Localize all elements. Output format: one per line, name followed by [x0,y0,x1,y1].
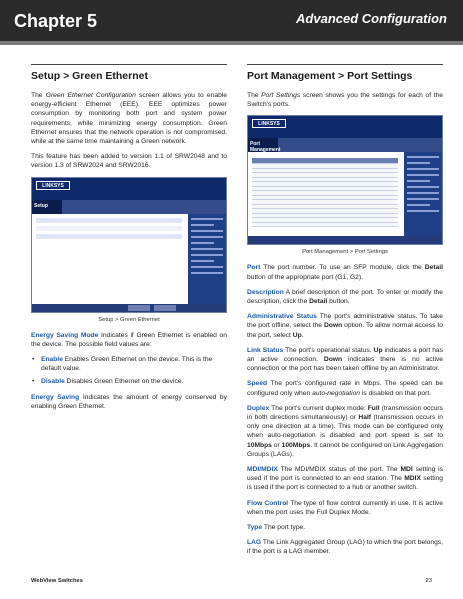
field-description: Description A brief description of the port. To enter or modify the description, click the Detail button. [247,288,443,306]
green-ethernet-caption: Setup > Green Ethernet [98,316,160,323]
page-number: 23 [425,578,432,584]
field-description: Flow Control The type of flow control currently in use. It is active when the port uses the Full Duplex Mode. [247,499,443,516]
port-settings-heading: Port Management > Port Settings [247,64,443,82]
energy-saving: Energy Saving Indicates the amount of energy conserved by enabling Green Ethernet. [31,393,227,410]
screenshot-side-label: Port Management [250,141,281,154]
header-rule [0,41,463,45]
footer-title: WebView Switches [31,578,83,584]
green-ethernet-screenshot [31,177,227,313]
field-description: Type The port type. [247,524,306,532]
linksys-logo: LINKSYS [36,181,70,190]
port-table [252,158,398,227]
list-item: • Enable Enables Green Ethernet on the device. This is the default value. [31,355,227,373]
help-panel [188,214,226,312]
green-ethernet-heading: Setup > Green Ethernet [31,64,227,82]
port-settings-screenshot [247,115,443,245]
screenshot-side-label: Setup [34,202,48,209]
port-field-descriptions [247,263,443,556]
port-settings-caption: Port Management > Port Settings [302,249,388,256]
section-title: Advanced Configuration [296,11,447,26]
field-description: Link Status The port's operational status. Up indicates a port has an active connection. Down indicates there is no active connection or the port has been taken offline by an Administrator. [247,346,444,373]
port-settings-intro: The Port Settings screen shows you the settings for each of the Switch's ports. [247,92,443,109]
field-description: Duplex The port's current duplex mode: Full (transmission occurs in both directions simultaneously) or Half (transmission occurs in only one direction at a time). This mode can be configured only when auto-negotiation is disabled and port speed is set to 10Mbps or 100Mbps. It cannot be configured on Link Aggregation Groups (LAGs). [247,404,443,458]
right-column [247,64,443,563]
energy-saving-mode: Energy Saving Mode Indicates if Green Ethernet is enabled on the device. The possible field values are: [31,331,227,348]
help-panel [404,152,442,244]
chapter-title: Chapter 5 [14,11,98,31]
energy-mode-values [31,355,227,387]
linksys-logo: LINKSYS [252,119,286,128]
field-description: Administrative Status The port's administrative status. To take the port offline, select the Down option. To allow normal access to the port, select Up. [247,313,444,339]
green-ethernet-intro: The Green Ethernet Configuration screen allows you to enable energy-efficient Ethernet (EEE). EEE optimizes power consumption by monitoring both port and system power requirements, while minimizing energy consumption. Green Ethernet ensures that the network operation is not compromised, while at the same time maintaining a Green network. [31,92,227,146]
field-description: LAG The Link Aggregated Group (LAG) to which the port belongs, if the port is a LAG member. [247,539,443,556]
version-note: This feature has been added to version 1.1 of SRW2048 and to version 1.3 of SRW2024 and SRW2016. [31,153,227,170]
chapter-header-bar [0,0,463,41]
field-description: MDI/MDIX The MDI/MDIX status of the port. The MDI setting is used if the port is connected to an end station. The MDIX setting is used if the port is connected to a hub or another switch. [247,466,444,492]
field-description: Port The port number. To use an SFP module, click the Detail button of the appropriate port (G1, G2). [247,264,443,281]
left-column [31,64,227,417]
list-item: • Disable Disables Green Ethernet on the device. [31,377,227,386]
field-description: Speed The port's configured rate in Mbps. The speed can be configured only when auto-negotiation is disabled on that port. [247,380,443,397]
